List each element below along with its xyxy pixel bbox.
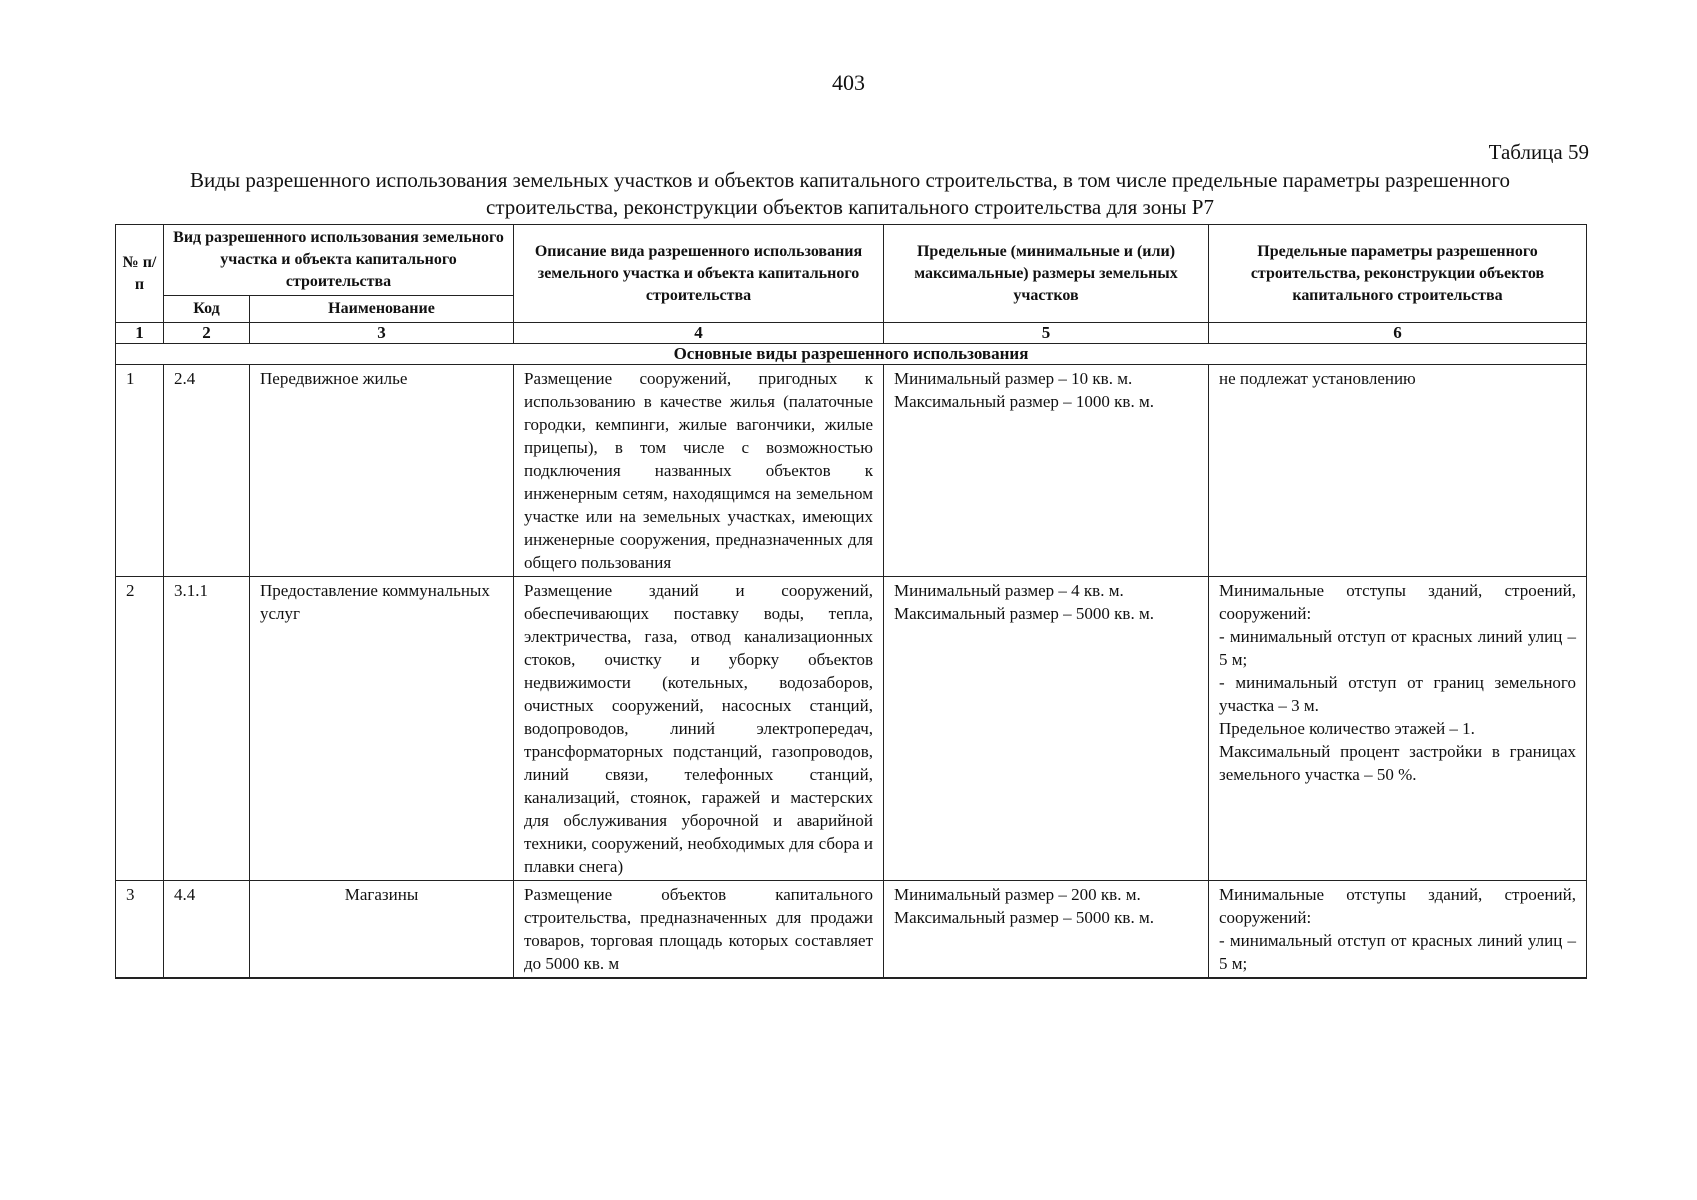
row-description: Размещение объектов капитального строительства, предназначенных для продажи товаров, торговая площадь которых составляет до 5000 кв. м [514, 881, 884, 979]
row-name: Магазины [250, 881, 514, 979]
header-code: Код [164, 296, 250, 323]
row-description: Размещение сооружений, пригодных к использованию в качестве жилья (палаточные городки, кемпинги, жилые вагончики, жилые прицепы), в том числе с возможностью подключения названных объектов к инженерным сетям, находящимся на земельном участке или на земельных участках, имеющих инженерные сооружения, предназначенных для общего пользования [514, 365, 884, 577]
size-line: Максимальный размер – 5000 кв. м. [894, 604, 1154, 623]
column-number: 1 [116, 323, 164, 344]
row-code: 2.4 [164, 365, 250, 577]
table-title: Виды разрешенного использования земельных участков и объектов капитального строительства, в том числе предельные параметры разрешенного строительства, реконструкции объектов капитального строительства для зоны Р7 [190, 168, 1510, 219]
zoning-table [115, 224, 1587, 979]
param-line: - минимальный отступ от красных линий улиц – 5 м; [1219, 627, 1576, 669]
row-name: Передвижное жилье [250, 365, 514, 577]
row-num: 1 [116, 365, 164, 577]
size-line: Максимальный размер – 1000 кв. м. [894, 392, 1154, 411]
row-num: 3 [116, 881, 164, 979]
row-params [1209, 365, 1587, 577]
size-line: Минимальный размер – 4 кв. м. [894, 581, 1124, 600]
row-description: Размещение зданий и сооружений, обеспечивающих поставку воды, тепла, электричества, газа, отвод канализационных стоков, очистку и уборку объектов недвижимости (котельных, водозаборов, очистных сооружений, насосных станций, водопроводов, линий электропередач, трансформаторных подстанций, газопроводов, линий связи, телефонных станций, канализаций, стоянок, гаражей и мастерских для обслуживания уборочной и аварийной техники, сооружений, необходимых для сбора и плавки снега) [514, 577, 884, 881]
row-num: 2 [116, 577, 164, 881]
param-line: не подлежат установлению [1219, 369, 1416, 388]
row-code: 4.4 [164, 881, 250, 979]
row-code: 3.1.1 [164, 577, 250, 881]
column-number: 2 [164, 323, 250, 344]
column-number: 5 [884, 323, 1209, 344]
param-line: - минимальный отступ от границ земельного участка – 3 м. [1219, 673, 1576, 715]
header-params: Предельные параметры разрешенного строительства, реконструкции объектов капитального строительства [1209, 225, 1587, 323]
section-row [116, 344, 1587, 365]
column-number-row [116, 323, 1587, 344]
column-number: 6 [1209, 323, 1587, 344]
size-line: Максимальный размер – 5000 кв. м. [894, 908, 1154, 927]
row-params [1209, 577, 1587, 881]
table-row [116, 881, 1587, 979]
param-line: Минимальные отступы зданий, строений, сооружений: [1219, 581, 1576, 623]
table-label: Таблица 59 [1488, 140, 1589, 164]
row-sizes [884, 365, 1209, 577]
section-title: Основные виды разрешенного использования [116, 344, 1587, 365]
size-line: Минимальный размер – 10 кв. м. [894, 369, 1133, 388]
row-sizes [884, 577, 1209, 881]
page-number: 403 [832, 70, 865, 95]
table-row [116, 365, 1587, 577]
table-row [116, 577, 1587, 881]
header-row [116, 225, 1587, 296]
row-name: Предоставление коммунальных услуг [250, 577, 514, 881]
header-sizes: Предельные (минимальные и (или) максимальные) размеры земельных участков [884, 225, 1209, 323]
param-line: Минимальные отступы зданий, строений, сооружений: [1219, 885, 1576, 927]
header-description: Описание вида разрешенного использования земельного участка и объекта капитального строительства [514, 225, 884, 323]
header-name: Наименование [250, 296, 514, 323]
column-number: 3 [250, 323, 514, 344]
row-sizes [884, 881, 1209, 979]
param-line: Максимальный процент застройки в границах земельного участка – 50 %. [1219, 742, 1576, 784]
column-number: 4 [514, 323, 884, 344]
param-line: - минимальный отступ от красных линий улиц – 5 м; [1219, 931, 1576, 973]
header-num: № п/п [116, 225, 164, 323]
param-line: Предельное количество этажей – 1. [1219, 719, 1475, 738]
size-line: Минимальный размер – 200 кв. м. [894, 885, 1141, 904]
row-params [1209, 881, 1587, 979]
header-kind-group: Вид разрешенного использования земельного участка и объекта капитального строительства [164, 225, 514, 296]
